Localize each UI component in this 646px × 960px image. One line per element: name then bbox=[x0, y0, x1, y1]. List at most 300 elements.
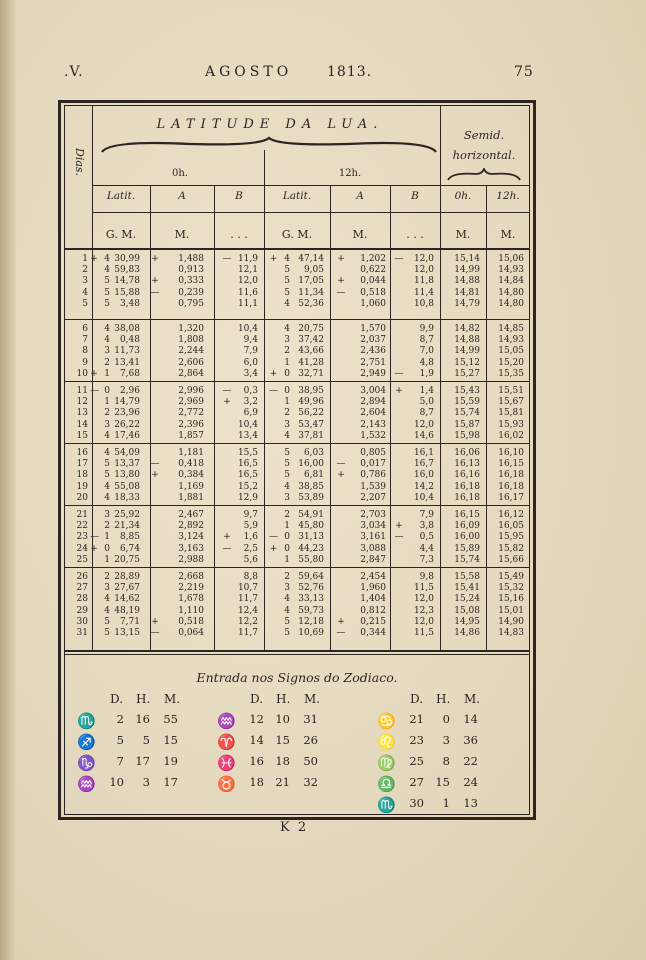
lat-min-0h: 54,09 bbox=[114, 448, 140, 458]
table-row bbox=[64, 572, 530, 583]
b-value-12h: 16,0 bbox=[413, 470, 434, 481]
unit-dots-0h: . . . bbox=[230, 228, 248, 241]
semid-0h: 14,82 bbox=[454, 324, 480, 334]
lat-min-0h: 13,41 bbox=[114, 357, 140, 368]
a-value-0h: 0,333 bbox=[178, 276, 204, 287]
col-a-12h: A bbox=[356, 190, 364, 202]
lat-deg-12h: 2 bbox=[284, 572, 290, 582]
b-value-0h: 5,9 bbox=[243, 521, 258, 532]
rule-h-group3 bbox=[64, 443, 530, 444]
lat-deg-0h: 4 bbox=[104, 254, 110, 264]
table-row bbox=[64, 335, 530, 346]
semid-0h: 15,08 bbox=[454, 605, 480, 616]
lat-min-12h: 54,91 bbox=[298, 510, 324, 520]
semid-0h: 15,59 bbox=[454, 397, 480, 408]
lat-sign-12h: — bbox=[269, 386, 278, 396]
col-b-12h: B bbox=[411, 190, 419, 202]
rule-h-group2 bbox=[64, 381, 530, 382]
day: 4 bbox=[82, 287, 88, 298]
semid-0h: 15,87 bbox=[454, 419, 480, 430]
a-value-0h: 2,892 bbox=[178, 521, 204, 532]
semid-12h: 16,18 bbox=[498, 481, 524, 492]
zodiac-sign-icon: ♏ bbox=[377, 796, 396, 814]
a-value-12h: 3,034 bbox=[360, 521, 386, 532]
lat-deg-0h: 2 bbox=[104, 357, 110, 368]
zodiac-hour: 21 bbox=[275, 775, 290, 789]
b-sign-0h: + bbox=[223, 397, 231, 408]
b-sign-0h: + bbox=[223, 532, 231, 543]
a-value-12h: 3,088 bbox=[360, 543, 386, 554]
b-value-12h: 7,0 bbox=[419, 346, 434, 357]
lat-sign-0h: + bbox=[90, 543, 98, 554]
table-row bbox=[64, 358, 530, 369]
b-sign-0h: — bbox=[222, 254, 232, 264]
day: 24 bbox=[76, 543, 88, 554]
lat-deg-12h: 5 bbox=[284, 616, 290, 627]
zodiac-minute: 15 bbox=[163, 733, 178, 747]
header-12h: 12h. bbox=[338, 168, 362, 179]
b-value-0h: 15,5 bbox=[237, 448, 258, 458]
rule-h-table-bottom bbox=[64, 650, 530, 652]
zodiac-day: 2 bbox=[116, 712, 124, 726]
lat-min-12h: 38,85 bbox=[298, 481, 324, 492]
day: 28 bbox=[76, 594, 88, 605]
a-value-0h: 1,488 bbox=[178, 254, 204, 264]
lat-sign-0h: + bbox=[90, 368, 98, 379]
day: 23 bbox=[76, 532, 88, 543]
b-value-0h: 12,1 bbox=[237, 265, 258, 276]
day: 26 bbox=[76, 572, 88, 582]
day: 2 bbox=[82, 265, 88, 276]
semid-0h: 14,86 bbox=[454, 628, 480, 638]
zodiac-col-label: M. bbox=[164, 692, 181, 706]
b-value-0h: 12,0 bbox=[237, 276, 258, 287]
lat-deg-0h: 5 bbox=[104, 459, 110, 470]
lat-min-0h: 2,96 bbox=[119, 386, 140, 396]
b-value-0h: 10,7 bbox=[237, 583, 258, 594]
a-value-0h: 0,795 bbox=[178, 298, 204, 309]
lat-min-0h: 13,37 bbox=[114, 459, 140, 470]
zodiac-day: 21 bbox=[409, 712, 424, 726]
lat-min-0h: 48,19 bbox=[114, 605, 140, 616]
lat-deg-12h: 4 bbox=[284, 324, 290, 334]
table-row bbox=[64, 431, 530, 442]
zodiac-minute: 19 bbox=[163, 754, 178, 768]
zodiac-day: 25 bbox=[409, 754, 424, 768]
table-row bbox=[64, 397, 530, 408]
semid-0h: 15,27 bbox=[454, 368, 480, 379]
lat-deg-0h: 3 bbox=[104, 419, 110, 430]
a-value-0h: 1,857 bbox=[178, 430, 204, 441]
lat-deg-0h: 2 bbox=[104, 521, 110, 532]
a-sign-0h: — bbox=[150, 287, 160, 298]
semid-12h: 15,93 bbox=[498, 419, 524, 430]
a-value-0h: 2,606 bbox=[178, 357, 204, 368]
zodiac-minute: 36 bbox=[463, 733, 478, 747]
unit-gm-12h: G. M. bbox=[281, 228, 313, 241]
b-value-0h: 11,7 bbox=[237, 628, 258, 638]
b-value-0h: 9,4 bbox=[243, 335, 258, 346]
a-value-12h: 1,202 bbox=[360, 254, 386, 264]
semid-12h: 16,15 bbox=[498, 459, 524, 470]
lat-min-0h: 28,89 bbox=[114, 572, 140, 582]
day: 9 bbox=[82, 357, 88, 368]
table-row bbox=[64, 628, 530, 639]
b-value-0h: 15,2 bbox=[237, 481, 258, 492]
zodiac-hour: 3 bbox=[142, 775, 150, 789]
lat-deg-0h: 0 bbox=[104, 543, 110, 554]
lat-deg-12h: 0 bbox=[284, 532, 290, 543]
unit-semid-0h: M. bbox=[455, 228, 471, 241]
a-value-12h: 0,786 bbox=[360, 470, 386, 481]
day: 20 bbox=[76, 492, 88, 503]
lat-deg-12h: 5 bbox=[284, 459, 290, 470]
b-sign-12h: — bbox=[394, 532, 404, 543]
semid-0h: 16,15 bbox=[454, 510, 480, 520]
semid-0h: 15,41 bbox=[454, 583, 480, 594]
b-value-0h: 2,5 bbox=[243, 543, 258, 554]
page-number: 75 bbox=[514, 64, 534, 80]
a-value-0h: 2,996 bbox=[178, 386, 204, 396]
lat-deg-12h: 0 bbox=[284, 368, 290, 379]
zodiac-hour: 15 bbox=[435, 775, 450, 789]
b-value-0h: 5,6 bbox=[243, 554, 258, 565]
a-sign-0h: — bbox=[150, 459, 160, 470]
b-value-12h: 12,0 bbox=[413, 419, 434, 430]
lat-min-0h: 18,33 bbox=[114, 492, 140, 503]
b-value-12h: 10,8 bbox=[413, 298, 434, 309]
b-sign-12h: — bbox=[394, 254, 404, 264]
lat-min-12h: 59,73 bbox=[298, 605, 324, 616]
zodiac-entry bbox=[372, 775, 502, 795]
lat-min-12h: 17,05 bbox=[298, 276, 324, 287]
zodiac-col-label: M. bbox=[464, 692, 481, 706]
lat-deg-12h: 5 bbox=[284, 470, 290, 481]
lat-min-12h: 52,36 bbox=[298, 298, 324, 309]
b-value-12h: 7,9 bbox=[419, 510, 434, 520]
a-sign-12h: — bbox=[336, 628, 346, 638]
lat-sign-0h: — bbox=[90, 386, 99, 396]
semid-12h: 14,90 bbox=[498, 616, 524, 627]
table-title: LATITUDE DA LUA. bbox=[156, 117, 384, 132]
lat-deg-12h: 1 bbox=[284, 357, 290, 368]
lat-deg-12h: 4 bbox=[284, 254, 290, 264]
lat-min-12h: 20,75 bbox=[298, 324, 324, 334]
semid-0h: 15,58 bbox=[454, 572, 480, 582]
day: 29 bbox=[76, 605, 88, 616]
b-value-12h: 4,4 bbox=[419, 543, 434, 554]
table-row bbox=[64, 482, 530, 493]
semid-12h: 14,80 bbox=[498, 298, 524, 309]
lat-min-0h: 59,83 bbox=[114, 265, 140, 276]
a-value-0h: 2,668 bbox=[178, 572, 204, 582]
b-value-0h: 10,4 bbox=[237, 324, 258, 334]
lat-deg-0h: 5 bbox=[104, 628, 110, 638]
b-value-12h: 12,0 bbox=[413, 254, 434, 264]
semid-label-1: Semid. bbox=[463, 128, 505, 142]
a-value-0h: 2,467 bbox=[178, 510, 204, 520]
zodiac-col-label: H. bbox=[436, 692, 451, 706]
table-row bbox=[64, 470, 530, 481]
b-value-0h: 3,2 bbox=[243, 397, 258, 408]
lat-deg-12h: 0 bbox=[284, 543, 290, 554]
day: 11 bbox=[76, 386, 88, 396]
lat-min-12h: 53,89 bbox=[298, 492, 324, 503]
semid-12h: 14,80 bbox=[498, 287, 524, 298]
b-sign-12h: + bbox=[395, 521, 403, 532]
lat-deg-12h: 5 bbox=[284, 448, 290, 458]
b-sign-0h: — bbox=[222, 386, 232, 396]
a-value-0h: 1,110 bbox=[178, 605, 204, 616]
lat-deg-12h: 4 bbox=[284, 605, 290, 616]
a-value-12h: 2,436 bbox=[360, 346, 386, 357]
zodiac-day: 16 bbox=[249, 754, 264, 768]
lat-min-0h: 13,80 bbox=[114, 470, 140, 481]
zodiac-col-label: D. bbox=[250, 692, 264, 706]
zodiac-day: 14 bbox=[249, 733, 264, 747]
a-value-0h: 2,988 bbox=[178, 554, 204, 565]
table-row bbox=[64, 408, 530, 419]
a-value-0h: 0,913 bbox=[178, 265, 204, 276]
b-value-12h: 9,8 bbox=[419, 572, 434, 582]
a-sign-0h: + bbox=[151, 254, 159, 264]
lat-sign-0h: + bbox=[90, 254, 98, 264]
lat-deg-0h: 4 bbox=[104, 594, 110, 605]
table-row bbox=[64, 555, 530, 566]
lat-deg-12h: 5 bbox=[284, 287, 290, 298]
lat-deg-12h: 3 bbox=[284, 419, 290, 430]
semid-12h: 15,82 bbox=[498, 543, 524, 554]
lat-min-0h: 23,96 bbox=[114, 408, 140, 419]
a-sign-0h: — bbox=[150, 628, 160, 638]
zodiac-sign-icon: ♒ bbox=[217, 712, 236, 730]
lat-min-0h: 25,92 bbox=[114, 510, 140, 520]
a-value-12h: 1,532 bbox=[360, 430, 386, 441]
semid-0h: 15,98 bbox=[454, 430, 480, 441]
lat-min-12h: 6,03 bbox=[303, 448, 324, 458]
a-value-12h: 3,161 bbox=[360, 532, 386, 543]
b-value-12h: 16,1 bbox=[413, 448, 434, 458]
semid-0h: 15,89 bbox=[454, 543, 480, 554]
lat-deg-0h: 2 bbox=[104, 408, 110, 419]
lat-deg-12h: 2 bbox=[284, 408, 290, 419]
lat-deg-0h: 4 bbox=[104, 492, 110, 503]
a-sign-0h: + bbox=[151, 276, 159, 287]
a-value-12h: 3,004 bbox=[360, 386, 386, 396]
zodiac-minute: 26 bbox=[303, 733, 318, 747]
a-sign-12h: + bbox=[337, 616, 345, 627]
lat-min-0h: 14,62 bbox=[114, 594, 140, 605]
table-row bbox=[64, 386, 530, 397]
rule-h-group1 bbox=[64, 319, 530, 320]
day: 13 bbox=[76, 408, 88, 419]
b-value-12h: 11,5 bbox=[413, 583, 434, 594]
b-value-0h: 1,6 bbox=[243, 532, 258, 543]
lat-min-12h: 41,28 bbox=[298, 357, 324, 368]
semid-0h: 15,43 bbox=[454, 386, 480, 396]
b-value-12h: 9,9 bbox=[419, 324, 434, 334]
semid-0h: 14,95 bbox=[454, 616, 480, 627]
b-sign-12h: — bbox=[394, 368, 404, 379]
lat-min-0h: 14,79 bbox=[114, 397, 140, 408]
b-value-0h: 11,6 bbox=[237, 287, 258, 298]
a-value-12h: 2,037 bbox=[360, 335, 386, 346]
table-row bbox=[64, 493, 530, 504]
table-row bbox=[64, 346, 530, 357]
rule-h-group5 bbox=[64, 567, 530, 568]
table-row bbox=[64, 510, 530, 521]
zodiac-minute: 22 bbox=[463, 754, 478, 768]
zodiac-hour: 15 bbox=[275, 733, 290, 747]
table-row bbox=[64, 532, 530, 543]
rule-h-data-top bbox=[64, 248, 530, 250]
lat-min-12h: 53,47 bbox=[298, 419, 324, 430]
semid-0h: 15,74 bbox=[454, 554, 480, 565]
col-latit-12h: Latit. bbox=[282, 190, 312, 202]
semid-12h: 16,10 bbox=[498, 448, 524, 458]
zodiac-day: 10 bbox=[109, 775, 124, 789]
semid-12h: 15,67 bbox=[498, 397, 524, 408]
lat-deg-0h: 5 bbox=[104, 287, 110, 298]
table-row bbox=[64, 420, 530, 431]
lat-min-0h: 0,48 bbox=[119, 335, 140, 346]
zodiac-entry bbox=[212, 754, 342, 774]
lat-deg-0h: 3 bbox=[104, 510, 110, 520]
a-sign-0h: + bbox=[151, 616, 159, 627]
page-title-month: AGOSTO bbox=[205, 64, 293, 80]
table-row bbox=[64, 276, 530, 287]
unit-gm-0h: G. M. bbox=[105, 228, 137, 241]
lat-min-12h: 47,14 bbox=[298, 254, 324, 264]
semid-0h: 14,99 bbox=[454, 346, 480, 357]
lat-deg-0h: 4 bbox=[104, 448, 110, 458]
b-value-12h: 14,6 bbox=[413, 430, 434, 441]
b-value-12h: 12,3 bbox=[413, 605, 434, 616]
col-semid-12h: 12h. bbox=[496, 190, 520, 202]
a-value-12h: 2,143 bbox=[360, 419, 386, 430]
lat-min-0h: 14,78 bbox=[114, 276, 140, 287]
zodiac-hour: 0 bbox=[442, 712, 450, 726]
lat-deg-12h: 4 bbox=[284, 430, 290, 441]
lat-sign-12h: — bbox=[269, 532, 278, 543]
lat-min-12h: 6,81 bbox=[303, 470, 324, 481]
a-value-12h: 0,622 bbox=[360, 265, 386, 276]
lat-deg-0h: 2 bbox=[104, 572, 110, 582]
a-sign-12h: + bbox=[337, 254, 345, 264]
semid-12h: 16,12 bbox=[498, 510, 524, 520]
a-value-0h: 3,124 bbox=[178, 532, 204, 543]
a-value-12h: 0,044 bbox=[360, 276, 386, 287]
b-value-0h: 16,5 bbox=[237, 459, 258, 470]
a-value-0h: 1,881 bbox=[178, 492, 204, 503]
a-value-12h: 2,847 bbox=[360, 554, 386, 565]
a-value-12h: 1,570 bbox=[360, 324, 386, 334]
lat-deg-12h: 2 bbox=[284, 346, 290, 357]
lat-deg-12h: 5 bbox=[284, 628, 290, 638]
zodiac-entry bbox=[212, 712, 342, 732]
day: 7 bbox=[82, 335, 88, 346]
semid-12h: 15,95 bbox=[498, 532, 524, 543]
table-row bbox=[64, 521, 530, 532]
zodiac-entry bbox=[72, 754, 202, 774]
dias-header bbox=[66, 148, 92, 188]
b-value-0h: 8,8 bbox=[243, 572, 258, 582]
a-value-12h: 1,539 bbox=[360, 481, 386, 492]
table-row bbox=[64, 299, 530, 310]
b-value-0h: 12,4 bbox=[237, 605, 258, 616]
semid-0h: 16,13 bbox=[454, 459, 480, 470]
day: 31 bbox=[76, 628, 88, 638]
a-value-12h: 1,404 bbox=[360, 594, 386, 605]
lat-min-0h: 13,15 bbox=[114, 628, 140, 638]
table-row bbox=[64, 594, 530, 605]
lat-deg-0h: 5 bbox=[104, 276, 110, 287]
a-value-12h: 1,960 bbox=[360, 583, 386, 594]
unit-m-0h: M. bbox=[174, 228, 190, 241]
a-value-0h: 3,163 bbox=[178, 543, 204, 554]
zodiac-hour: 5 bbox=[142, 733, 150, 747]
a-value-12h: 0,344 bbox=[360, 628, 386, 638]
lat-min-12h: 43,66 bbox=[298, 346, 324, 357]
semid-0h: 16,09 bbox=[454, 521, 480, 532]
zodiac-entry bbox=[372, 754, 502, 774]
day: 14 bbox=[76, 419, 88, 430]
day: 16 bbox=[76, 448, 88, 458]
rule-h-subhead bbox=[92, 185, 530, 186]
col-semid-0h: 0h. bbox=[454, 190, 472, 202]
table-row bbox=[64, 459, 530, 470]
b-value-12h: 12,0 bbox=[413, 265, 434, 276]
semid-0h: 15,74 bbox=[454, 408, 480, 419]
a-value-0h: 2,864 bbox=[178, 368, 204, 379]
a-value-12h: 2,894 bbox=[360, 397, 386, 408]
lat-deg-0h: 1 bbox=[104, 397, 110, 408]
zodiac-day: 5 bbox=[116, 733, 124, 747]
table-row bbox=[64, 617, 530, 628]
zodiac-entry bbox=[212, 733, 342, 753]
semid-12h: 15,81 bbox=[498, 408, 524, 419]
semid-0h: 14,79 bbox=[454, 298, 480, 309]
b-value-12h: 5,0 bbox=[419, 397, 434, 408]
b-value-12h: 16,7 bbox=[413, 459, 434, 470]
semid-0h: 16,00 bbox=[454, 532, 480, 543]
day: 10 bbox=[76, 368, 88, 379]
lat-deg-12h: 5 bbox=[284, 265, 290, 276]
col-a-0h: A bbox=[178, 190, 186, 202]
lat-sign-0h: — bbox=[90, 532, 99, 543]
table-row bbox=[64, 369, 530, 380]
lat-min-12h: 59,64 bbox=[298, 572, 324, 582]
a-sign-12h: + bbox=[337, 276, 345, 287]
a-value-0h: 2,219 bbox=[178, 583, 204, 594]
zodiac-sign-icon: ♓ bbox=[217, 754, 236, 772]
lat-deg-0h: 1 bbox=[104, 532, 110, 543]
zodiac-hour: 18 bbox=[275, 754, 290, 768]
zodiac-minute: 31 bbox=[303, 712, 318, 726]
zodiac-sign-icon: ♏ bbox=[77, 712, 96, 730]
semid-0h: 15,14 bbox=[454, 254, 480, 264]
lat-min-0h: 8,85 bbox=[119, 532, 140, 543]
lat-min-12h: 44,23 bbox=[298, 543, 324, 554]
zodiac-entry bbox=[72, 712, 202, 732]
b-value-12h: 11,5 bbox=[413, 628, 434, 638]
zodiac-title: Entrada nos Signos do Zodiaco. bbox=[196, 670, 398, 685]
a-value-12h: 0,017 bbox=[360, 459, 386, 470]
semid-0h: 16,16 bbox=[454, 470, 480, 481]
lat-min-12h: 37,42 bbox=[298, 335, 324, 346]
a-value-0h: 1,808 bbox=[178, 335, 204, 346]
zodiac-hour: 16 bbox=[135, 712, 150, 726]
